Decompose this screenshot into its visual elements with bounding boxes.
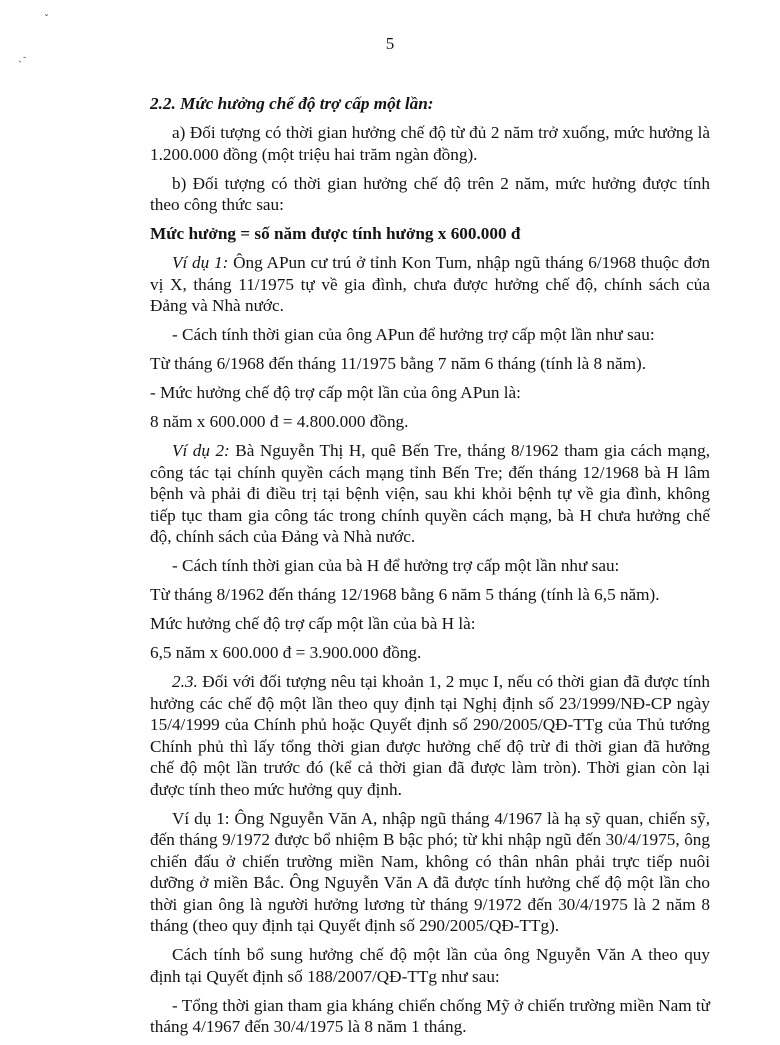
paragraph: - Mức hưởng chế độ trợ cấp một lần của ông APun là: xyxy=(150,383,521,402)
paragraph: - Tổng thời gian tham gia kháng chiến chống Mỹ ở chiến trường miền Nam từ tháng 4/1967 đến 30/4/1975 là 8 năm 1 tháng. xyxy=(150,995,710,1036)
example-text: Ông APun cư trú ở tỉnh Kon Tum, nhập ngũ tháng 6/1968 thuộc đơn vị X, tháng 11/1975 tự về gia đình, chưa được hưởng chế độ, chính sách của Đảng và Nhà nước. xyxy=(150,253,710,315)
section-text: Đối với đối tượng nêu tại khoản 1, 2 mục I, nếu có thời gian đã được tính hưởng các chế độ một lần theo quy định tại Nghị định số 23/1999/NĐ-CP ngày 15/4/1999 của Chính phủ hoặc Quyết định số 290/2005/QĐ-TTg của Thủ tướng Chính phủ thì lấy tổng thời gian được hưởng chế độ trừ đi thời gian đã hưởng chế độ một lần trước đó (kể cả thời gian đã được làm tròn). Thời gian còn lại được tính theo mức hưởng quy định. xyxy=(150,672,710,799)
page-number: 5 xyxy=(385,34,395,53)
example-paragraph xyxy=(150,252,710,317)
paragraph: b) Đối tượng có thời gian hưởng chế độ trên 2 năm, mức hưởng được tính theo công thức sau: xyxy=(150,173,710,214)
paragraph: Từ tháng 6/1968 đến tháng 11/1975 bằng 7 năm 6 tháng (tính là 8 năm). xyxy=(150,354,647,373)
paragraph: Ví dụ 1: Ông Nguyễn Văn A, nhập ngũ tháng 4/1967 là hạ sỹ quan, chiến sỹ, đến tháng 9/1972 được bổ nhiệm B bậc phó; từ khi nhập ngũ đến 30/4/1975, ông chiến đấu ở chiến trường miền Nam, không có thân nhân phải trực tiếp nuôi dưỡng ở miền Bắc. Ông Nguyễn Văn A đã được tính hưởng chế độ một lần cho thời gian ông là người hưởng lương từ tháng 9/1972 đến 30/4/1975 là 2 năm 8 tháng (theo quy định tại Quyết định số 290/2005/QĐ-TTg). xyxy=(150,808,710,935)
paragraph: - Cách tính thời gian của bà H để hưởng trợ cấp một lần như sau: xyxy=(172,556,620,575)
section-label: 2.3. xyxy=(172,672,198,691)
example-label: Ví dụ 2: xyxy=(172,441,230,460)
formula: Mức hưởng = số năm được tính hưởng x 600.000 đ xyxy=(150,224,521,243)
paragraph: a) Đối tượng có thời gian hưởng chế độ từ đủ 2 năm trở xuống, mức hưởng là 1.200.000 đồng (một triệu hai trăm ngàn đồng). xyxy=(150,123,710,164)
section-paragraph xyxy=(150,671,710,800)
document-body xyxy=(150,93,710,1045)
paragraph: Cách tính bổ sung hưởng chế độ một lần của ông Nguyễn Văn A theo quy định tại Quyết định số 188/2007/QĐ-TTg như sau: xyxy=(150,945,710,986)
calculation: 6,5 năm x 600.000 đ = 3.900.000 đồng. xyxy=(150,643,422,662)
example-label: Ví dụ 1: xyxy=(172,253,229,272)
paragraph: Từ tháng 8/1962 đến tháng 12/1968 bằng 6 năm 5 tháng (tính là 6,5 năm). xyxy=(150,585,660,604)
scan-speck: ˇ xyxy=(44,14,49,25)
calculation: 8 năm x 600.000 đ = 4.800.000 đồng. xyxy=(150,412,409,431)
paragraph: Mức hưởng chế độ trợ cấp một lần của bà H là: xyxy=(150,614,476,633)
example-text: Bà Nguyễn Thị H, quê Bến Tre, tháng 8/1962 tham gia cách mạng, công tác tại chính quyền cách mạng tỉnh Bến Tre; đến tháng 12/1968 bà H lâm bệnh và phải đi điều trị tại bệnh viện, sau khi khỏi bệnh tự về gia đình, không tiếp tục tham gia công tác trong chính quyền cách mạng, bà H chưa hưởng chế độ, chính sách của Đảng và Nhà nước. xyxy=(150,441,711,546)
section-heading: 2.2. Mức hưởng chế độ trợ cấp một lần: xyxy=(150,94,434,113)
example-paragraph xyxy=(150,440,710,548)
paragraph: - Cách tính thời gian của ông APun để hưởng trợ cấp một lần như sau: xyxy=(172,325,655,344)
scan-speck: ˎ˗ xyxy=(18,52,27,63)
